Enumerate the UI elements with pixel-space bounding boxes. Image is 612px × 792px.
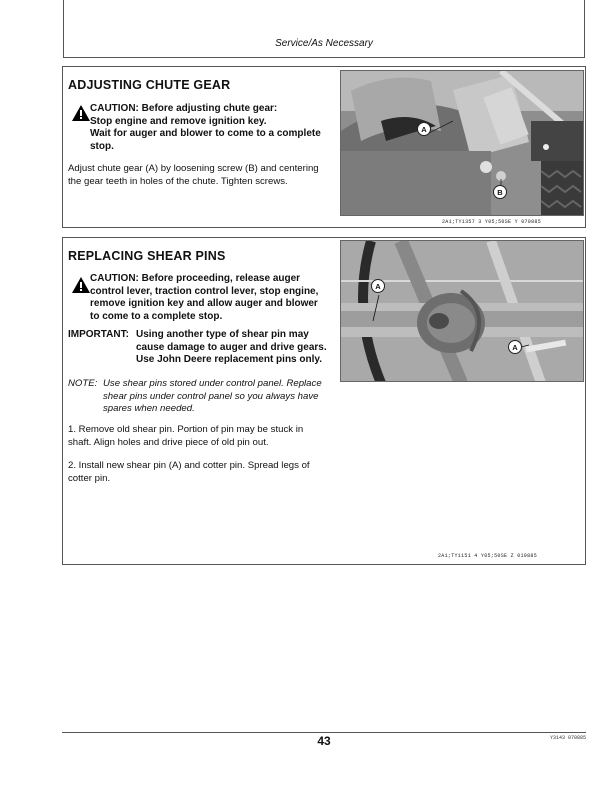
note-block — [103, 378, 343, 416]
text-line: Adjust chute gear (A) by loosening screw (B) and centering — [68, 163, 319, 174]
caution-line: stop. — [90, 140, 114, 152]
callout-a: A — [417, 122, 431, 136]
warning-triangle-icon — [71, 276, 91, 294]
note-label: NOTE: — [68, 378, 98, 389]
shear-pin-illustration — [341, 241, 584, 382]
section-title: ADJUSTING CHUTE GEAR — [68, 78, 231, 92]
page-header-title: Service/As Necessary — [275, 38, 373, 49]
caution-line: remove ignition key and allow auger and blower — [90, 298, 318, 309]
important-line: cause damage to auger and drive gears. — [136, 341, 327, 353]
important-line: Using another type of shear pin may — [136, 329, 309, 340]
caution-line: Stop engine and remove ignition key. — [90, 115, 267, 127]
important-line: Use John Deere replacement pins only. — [136, 354, 322, 365]
text-line: 1. Remove old shear pin. Portion of pin may be stuck in — [68, 424, 304, 435]
caution-line: to come to a complete stop. — [90, 310, 223, 322]
caution-block — [90, 273, 340, 323]
text-line: cotter pin. — [68, 472, 111, 484]
chute-gear-photo — [340, 70, 584, 216]
important-block — [136, 329, 346, 367]
warning-triangle-icon — [71, 104, 91, 122]
caution-block — [90, 103, 340, 153]
note-line: shear pins under control panel so you always have — [103, 390, 319, 402]
page-number: 43 — [317, 734, 331, 748]
text-line: the gear teeth in holes of the chute. Tighten screws. — [68, 175, 288, 187]
caution-line: CAUTION: Before proceeding, release auger — [90, 273, 301, 284]
caution-line: control lever, traction control lever, stop engine, — [90, 285, 319, 297]
caution-line: Wait for auger and blower to come to a complete — [90, 128, 321, 139]
footer-code: Y3143 070885 — [549, 735, 586, 741]
callout-a: A — [371, 279, 385, 293]
callout-b: B — [493, 185, 507, 199]
photo-code: 2A1;TY1357 3 Y05;50SE Y 070885 — [442, 219, 542, 225]
text-line: 2. Install new shear pin (A) and cotter pin. Spread legs of — [68, 460, 310, 471]
text-line: shaft. Align holes and drive piece of old pin out. — [68, 436, 269, 448]
page-header-frame — [63, 0, 585, 58]
photo-code: 2A1;TY1151 4 Y05;50SE Z 010885 — [438, 553, 538, 559]
step-1-text — [68, 424, 343, 449]
footer-rule — [62, 732, 586, 733]
caution-line: CAUTION: Before adjusting chute gear: — [90, 103, 278, 114]
instruction-text — [68, 163, 338, 188]
chute-gear-illustration — [341, 71, 584, 216]
important-label: IMPORTANT: — [68, 329, 129, 340]
step-2-text — [68, 460, 343, 485]
section-title: REPLACING SHEAR PINS — [68, 249, 226, 263]
shear-pin-photo — [340, 240, 584, 382]
note-line: Use shear pins stored under control panel. Replace — [103, 378, 322, 389]
note-line: spares when needed. — [103, 403, 195, 414]
callout-a: A — [508, 340, 522, 354]
